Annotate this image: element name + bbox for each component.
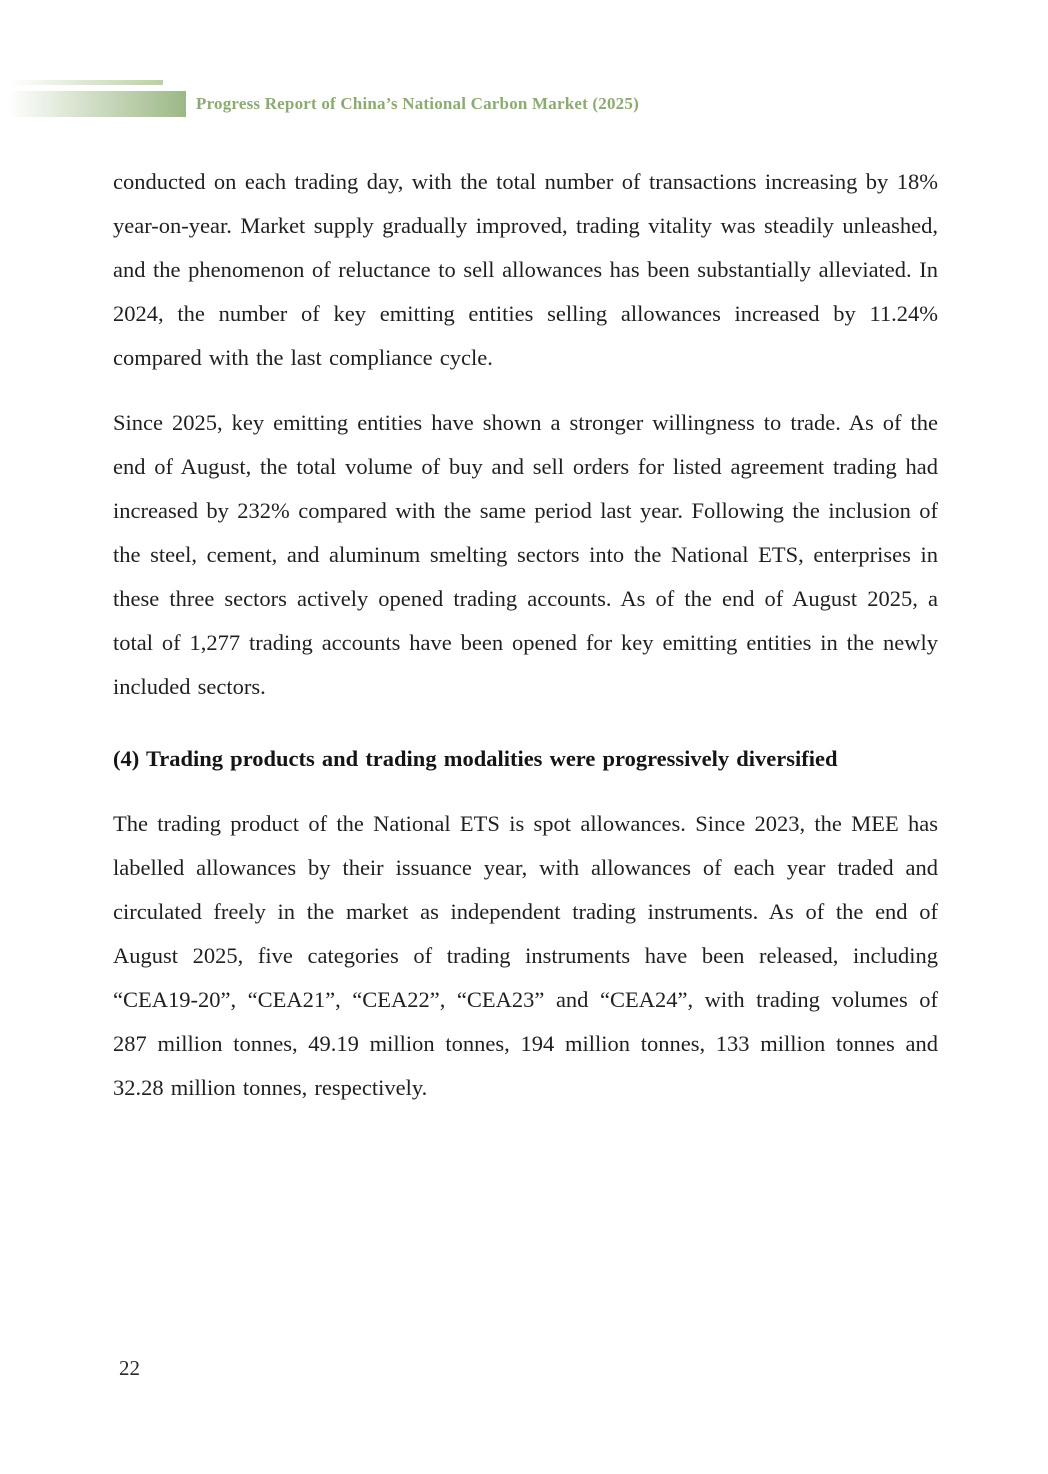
paragraph-since-2025: Since 2025, key emitting entities have shown a stronger willingness to trade. As of the end of August, the total volume of buy and sell orders for listed agreement trading had increased by 232% compared with the same period last year. Following the inclusion of the steel, cement, and aluminum smelting sectors into the National ETS, enterprises in these three sectors actively opened trading accounts. As of the end of August 2025, a total of 1,277 trading accounts have been opened for key emitting entities in the newly included sectors. bbox=[113, 410, 938, 699]
header-accent-bar bbox=[8, 91, 186, 117]
page-number: 22 bbox=[119, 1356, 140, 1380]
paragraph-trading-product: The trading product of the National ETS is spot allowances. Since 2023, the MEE has labelled allowances by their issuance year, with allowances of each year traded and circulated freely in the market as independent trading instruments. As of the end of August 2025, five categories of trading instruments have been released, including “CEA19-20”, “CEA21”, “CEA22”, “CEA23” and “CEA24”, with trading volumes of 287 million tonnes, 49.19 million tonnes, 194 million tonnes, 133 million tonnes and 32.28 million tonnes, respectively. bbox=[113, 811, 938, 1100]
header-accent-bar-thin bbox=[10, 80, 163, 85]
document-body bbox=[113, 160, 938, 1131]
paragraph-trading-day: conducted on each trading day, with the total number of transactions increasing by 18% year-on-year. Market supply gradually improved, trading vitality was steadily unleashed, and the phenomenon of reluctance to sell allowances has been substantially alleviated. In 2024, the number of key emitting entities selling allowances increased by 11.24% compared with the last compliance cycle. bbox=[113, 169, 938, 370]
running-header-title: Progress Report of China’s National Carbon Market (2025) bbox=[196, 94, 639, 113]
section-heading-trading-products: (4) Trading products and trading modalities were progressively diversified bbox=[113, 746, 838, 771]
